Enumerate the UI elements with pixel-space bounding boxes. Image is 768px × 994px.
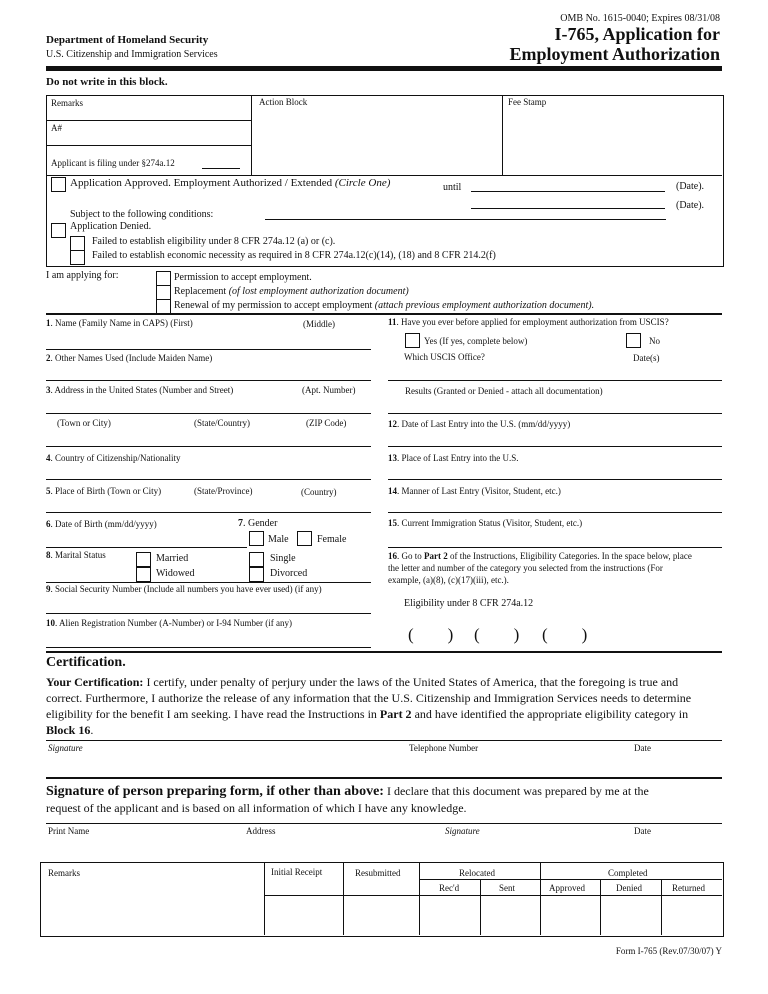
field-4-label: 4. Country of Citizenship/Nationality (46, 453, 181, 463)
recd-label: Rec'd (439, 883, 460, 893)
header-rule (46, 66, 722, 71)
approved-label: Approved (549, 883, 585, 893)
divider (46, 145, 251, 146)
field-11-label: 11. Have you ever before applied for employment authorization from USCIS? (388, 317, 669, 327)
omb-number: OMB No. 1615-0040; Expires 08/31/08 (560, 13, 720, 24)
filing-under-label: Applicant is filing under §274a.12 (51, 158, 175, 168)
female-checkbox[interactable] (297, 531, 312, 546)
field-14-label: 14. Manner of Last Entry (Visitor, Student, etc.) (388, 486, 561, 496)
address-line[interactable] (46, 413, 371, 414)
conditions-line[interactable] (265, 219, 666, 220)
date-label-2: (Date). (676, 200, 705, 211)
field-9-label: 9. Social Security Number (Include all numbers you have ever used) (if any) (46, 584, 322, 594)
resubmitted-label: Resubmitted (355, 868, 401, 878)
filing-under-line[interactable] (202, 168, 240, 169)
preparer-text: Signature of person preparing form, if other than above: I declare that this document was prepared by me at the request of the applicant and is based on all information of which I have any knowledge. (46, 784, 649, 815)
marital-line (46, 582, 371, 583)
certification-text: Your Certification: I certify, under penalty of perjury under the laws of the United States of America, that the foregoing is true and correct. Furthermore, I authorize the release of any information that the U.S. Citizenship and Immigration Services needs to determine eligibility for the benefit I am seeking. I have read the Instructions in Part 2 and have identified the appropriate eligibility category in Block 16. (46, 675, 692, 737)
form-footer: Form I-765 (Rev.07/30/07) Y (615, 946, 722, 956)
single-label: Single (270, 553, 296, 564)
field-16-line2: the letter and number of the category you selected from the instructions (For (388, 563, 663, 573)
form-title-line1: I-765, Application for (554, 24, 720, 44)
eligibility-label: Eligibility under 8 CFR 274a.12 (404, 598, 534, 609)
department-name: Department of Homeland Security (46, 34, 209, 46)
until-label: until (443, 182, 462, 193)
until-date-line[interactable] (471, 191, 665, 192)
eligibility-category-c[interactable]: ( ) (542, 625, 588, 644)
completed-label: Completed (608, 868, 648, 878)
eligibility-category-a[interactable]: ( ) (408, 625, 454, 644)
alien-number-line[interactable] (46, 647, 371, 648)
results-label: Results (Granted or Denied - attach all documentation) (405, 386, 603, 396)
form-title-line2: Employment Authorization (509, 44, 720, 64)
divorced-label: Divorced (270, 568, 308, 579)
permission-checkbox[interactable] (156, 271, 171, 286)
fee-stamp-label: Fee Stamp (508, 97, 547, 107)
field-5-country: (Country) (301, 487, 337, 497)
yes-label: Yes (If yes, complete below) (424, 336, 528, 346)
field-7-label: 7. Gender (238, 518, 278, 529)
failed-economic-checkbox[interactable] (70, 250, 85, 265)
ssn-line[interactable] (46, 613, 371, 614)
sent-label: Sent (499, 883, 516, 893)
conditions-label: Subject to the following conditions: (70, 209, 214, 220)
replacement-label: Replacement (of lost employment authorization document) (174, 286, 409, 297)
failed-economic-label: Failed to establish economic necessity as required in 8 CFR 274a.12(c)(14), (18) and 8 CFR 214.2(f) (92, 250, 496, 261)
action-block-label: Action Block (259, 97, 308, 107)
certification-signature-line[interactable] (46, 740, 722, 741)
field-10-label: 10. Alien Registration Number (A-Number) or I-94 Number (if any) (46, 618, 292, 628)
certification-heading: Certification. (46, 655, 126, 670)
address-label: Address (246, 826, 276, 836)
signature-label: Signature (48, 743, 83, 753)
failed-eligibility-label: Failed to establish eligibility under 8 CFR 274a.12 (a) or (c). (92, 236, 336, 247)
date-label: Date (634, 743, 651, 753)
entry-manner-line[interactable] (388, 512, 722, 513)
dates-label: Date(s) (633, 353, 660, 363)
field-1-middle: (Middle) (303, 319, 335, 329)
widowed-checkbox[interactable] (136, 567, 151, 582)
preparer-signature-line[interactable] (46, 823, 722, 824)
married-checkbox[interactable] (136, 552, 151, 567)
field-1-label: 1. Name (Family Name in CAPS) (First) (46, 318, 193, 328)
entry-place-line[interactable] (388, 479, 722, 480)
zip-label: (ZIP Code) (306, 418, 347, 428)
permission-label: Permission to accept employment. (174, 272, 312, 283)
applying-for-label: I am applying for: (46, 270, 119, 281)
certification-rule (46, 777, 722, 779)
field-3-apt: (Apt. Number) (302, 385, 356, 395)
divider (540, 862, 541, 935)
other-names-line[interactable] (46, 380, 371, 381)
field-8-label: 8. Marital Status (46, 550, 106, 560)
circle-one-note: (Circle One) (334, 177, 391, 189)
divider (502, 95, 503, 175)
divorced-checkbox[interactable] (249, 567, 264, 582)
field-13-label: 13. Place of Last Entry into the U.S. (388, 453, 519, 463)
failed-eligibility-checkbox[interactable] (70, 236, 85, 251)
divider (46, 175, 722, 176)
divider (343, 862, 344, 935)
a-number-label: A# (51, 123, 62, 133)
bottom-remarks-label: Remarks (48, 868, 80, 878)
entry-date-line[interactable] (388, 446, 722, 447)
male-label: Male (268, 534, 289, 545)
renewal-checkbox[interactable] (156, 299, 171, 314)
divider (264, 895, 722, 896)
married-label: Married (156, 553, 189, 564)
preparer-signature-label: Signature (445, 826, 480, 836)
denied-col-label: Denied (616, 883, 642, 893)
male-checkbox[interactable] (249, 531, 264, 546)
divider (600, 879, 601, 935)
city-line[interactable] (46, 446, 371, 447)
office-remarks-label: Remarks (51, 98, 83, 108)
divider (419, 879, 722, 880)
print-name-label: Print Name (48, 826, 90, 836)
yes-checkbox[interactable] (405, 333, 420, 348)
field-15-label: 15. Current Immigration Status (Visitor, Student, etc.) (388, 518, 583, 528)
renewal-label: Renewal of my permission to accept employment (attach previous employment authorization document). (174, 300, 595, 311)
approved-label: Application Approved. Employment Authorized / Extended (Circle One) (70, 177, 391, 189)
birthplace-line[interactable] (46, 512, 371, 513)
second-date-line[interactable] (471, 208, 665, 209)
approved-checkbox[interactable] (51, 177, 66, 192)
returned-label: Returned (672, 883, 705, 893)
divider (264, 862, 265, 935)
birthdate-line[interactable] (46, 547, 247, 548)
relocated-label: Relocated (459, 868, 495, 878)
no-checkbox[interactable] (626, 333, 641, 348)
field-6-label: 6. Date of Birth (mm/dd/yyyy) (46, 519, 157, 529)
field-5-state: (State/Province) (194, 486, 253, 496)
divider (480, 879, 481, 935)
date-label-1: (Date). (676, 181, 705, 192)
town-label: (Town or City) (57, 418, 111, 428)
divider (419, 862, 420, 935)
divider (251, 95, 252, 175)
which-office-label: Which USCIS Office? (404, 352, 485, 362)
initial-receipt-label: Initial Receipt (271, 867, 323, 877)
do-not-write-notice: Do not write in this block. (46, 76, 168, 88)
divider (46, 120, 251, 121)
eligibility-category-b[interactable]: ( ) (474, 625, 520, 644)
field-2-label: 2. Other Names Used (Include Maiden Name) (46, 353, 213, 363)
telephone-label: Telephone Number (409, 743, 479, 753)
state-country-label: (State/Country) (194, 418, 250, 428)
preparer-date-label: Date (634, 826, 651, 836)
field-16-line3: example, (a)(8), (c)(17)(iii), etc.). (388, 575, 509, 585)
denied-label: Application Denied. (70, 221, 152, 232)
denied-checkbox[interactable] (51, 223, 66, 238)
no-label: No (649, 336, 660, 346)
office-line[interactable] (388, 380, 722, 381)
female-label: Female (317, 534, 347, 545)
section-rule (46, 651, 722, 653)
results-line[interactable] (388, 413, 722, 414)
field-12-label: 12. Date of Last Entry into the U.S. (mm/dd/yyyy) (388, 419, 571, 429)
single-checkbox[interactable] (249, 552, 264, 567)
citizenship-line[interactable] (46, 479, 371, 480)
name-line[interactable] (46, 349, 371, 350)
applying-rule (46, 313, 722, 315)
status-line[interactable] (388, 547, 722, 548)
agency-name: U.S. Citizenship and Immigration Services (46, 49, 218, 60)
field-5-label: 5. Place of Birth (Town or City) (46, 486, 162, 496)
divider (661, 879, 662, 935)
field-3-label: 3. Address in the United States (Number and Street) (46, 385, 234, 395)
replacement-checkbox[interactable] (156, 285, 171, 300)
field-16-label: 16. Go to Part 2 of the Instructions, Eligibility Categories. In the space below, place (388, 551, 692, 561)
widowed-label: Widowed (156, 568, 195, 579)
